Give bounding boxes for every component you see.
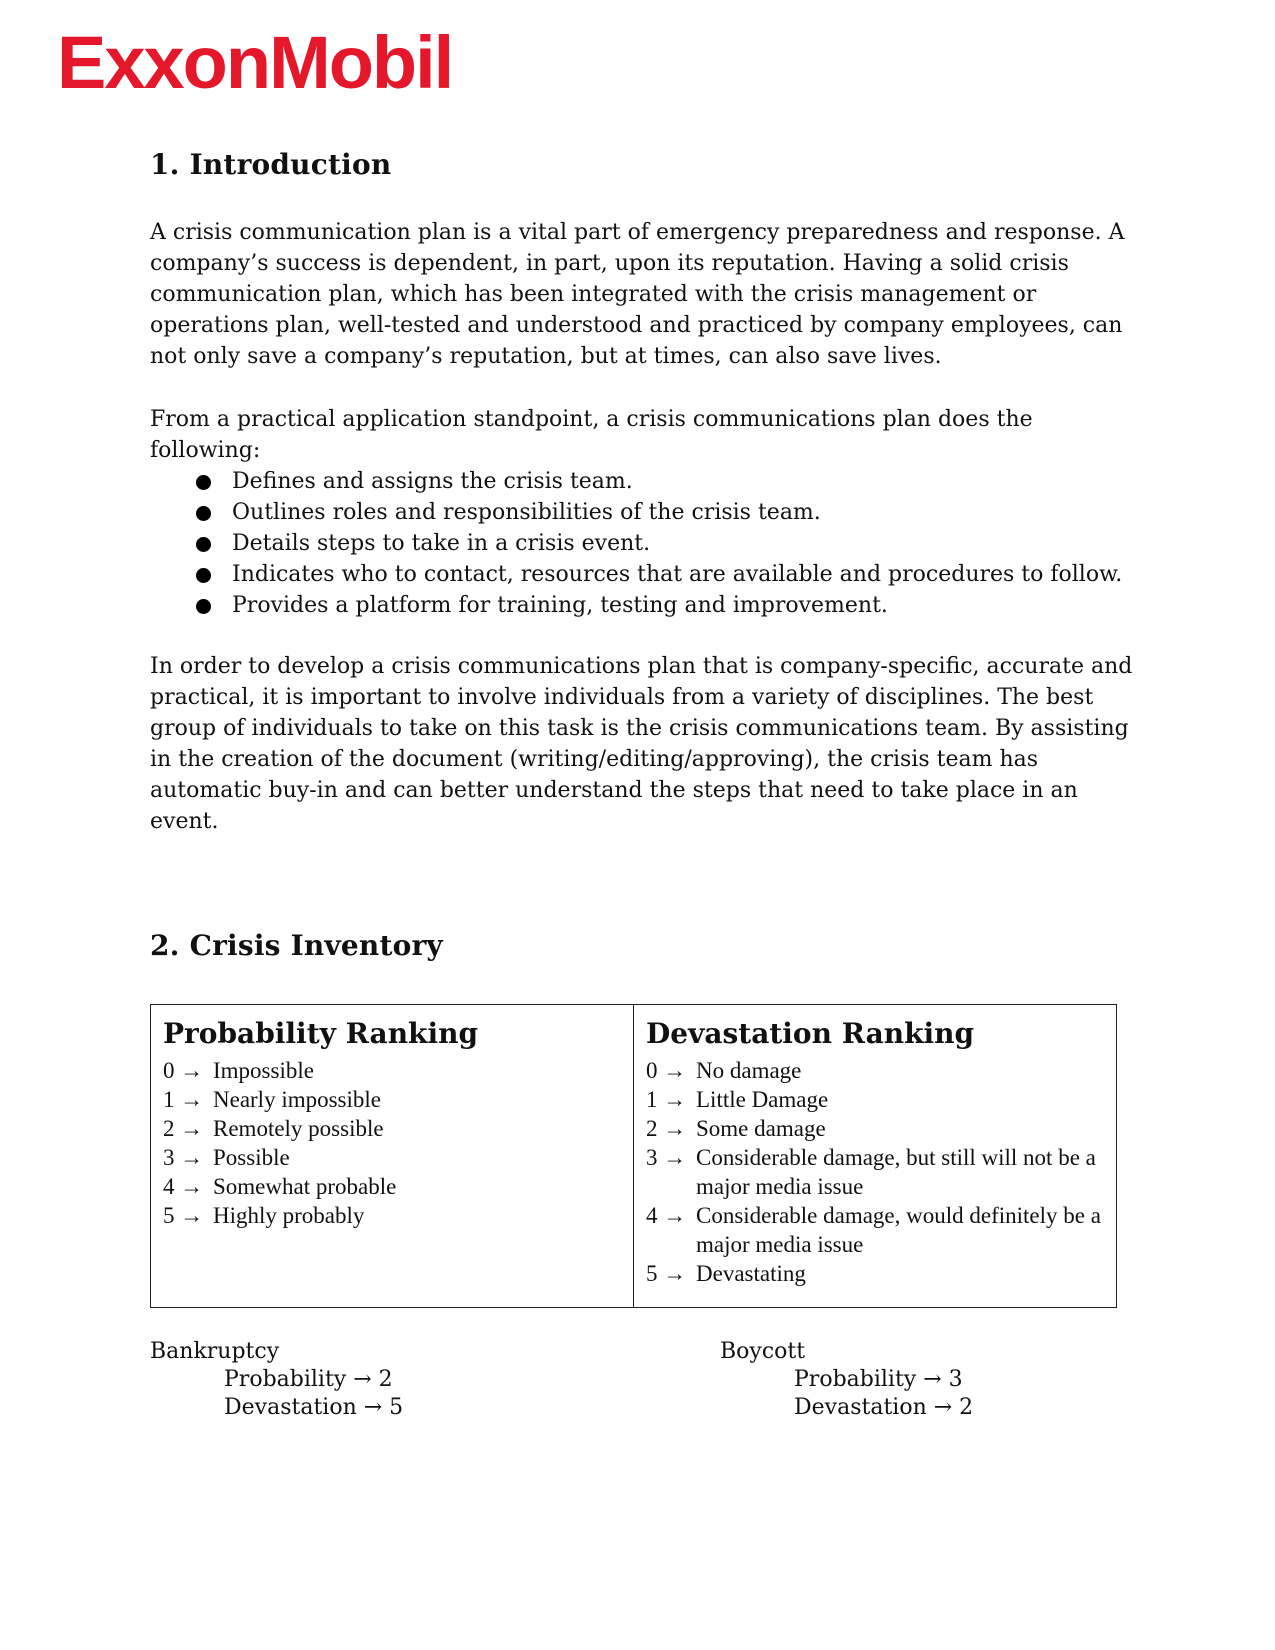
list-item [150, 528, 1140, 559]
rank-level: 3 → [163, 1145, 204, 1170]
list-item-text: Details steps to take in a crisis event. [232, 531, 651, 556]
rank-level: 5 → [646, 1261, 687, 1286]
devastation-list [646, 1056, 1104, 1288]
list-item [150, 497, 1140, 528]
list-item [646, 1143, 1104, 1201]
rank-level: 2 → [646, 1116, 687, 1141]
example-name: Boycott [720, 1339, 806, 1364]
example-bankruptcy [150, 1338, 403, 1422]
list-item [163, 1201, 621, 1230]
bullet-icon [196, 599, 211, 614]
rank-level: 0 → [646, 1058, 687, 1083]
ranking-table [150, 1004, 1117, 1308]
list-item [150, 590, 1140, 621]
rank-label: Highly probably [213, 1203, 365, 1228]
devastation-heading: Devastation Ranking [646, 1017, 975, 1050]
rank-label: Some damage [696, 1116, 826, 1141]
list-item [646, 1085, 1104, 1114]
rank-label: Possible [213, 1145, 290, 1170]
rank-label: Nearly impossible [213, 1087, 381, 1112]
rank-label: Somewhat probable [213, 1174, 397, 1199]
example-probability: Probability → 3 [794, 1367, 963, 1392]
rank-label: Devastating [696, 1261, 806, 1286]
rank-level: 4 → [163, 1174, 204, 1199]
example-boycott [720, 1338, 973, 1422]
rank-level: 1 → [163, 1087, 204, 1112]
list-item [646, 1114, 1104, 1143]
rank-label: Considerable damage, but still will not be a major media issue [696, 1145, 1096, 1199]
example-devastation: Devastation → 5 [224, 1395, 404, 1420]
list-item-text: Provides a platform for training, testing and improvement. [232, 593, 888, 618]
list-item [150, 559, 1140, 590]
inventory-heading: 2. Crisis Inventory [150, 929, 443, 962]
rank-level: 2 → [163, 1116, 204, 1141]
bullet-icon [196, 475, 211, 490]
list-item [646, 1056, 1104, 1085]
rank-level: 0 → [163, 1058, 204, 1083]
list-item [163, 1172, 621, 1201]
list-item [163, 1114, 621, 1143]
list-item [646, 1259, 1104, 1288]
rank-label: Considerable damage, would definitely be a major media issue [696, 1203, 1101, 1257]
rank-level: 5 → [163, 1203, 204, 1228]
list-item-text: Defines and assigns the crisis team. [232, 469, 633, 494]
probability-cell [151, 1005, 634, 1308]
rank-label: Impossible [213, 1058, 314, 1083]
list-item [150, 466, 1140, 497]
example-devastation: Devastation → 2 [794, 1395, 974, 1420]
crisis-examples [150, 1338, 1140, 1428]
list-item [163, 1143, 621, 1172]
rank-label: Remotely possible [213, 1116, 384, 1141]
probability-heading: Probability Ranking [163, 1017, 479, 1050]
bullet-icon [196, 568, 211, 583]
probability-list [163, 1056, 621, 1230]
table-row [151, 1005, 1117, 1308]
list-item-text: Outlines roles and responsibilities of the crisis team. [232, 500, 821, 525]
exxonmobil-logo [57, 28, 457, 116]
intro-heading: 1. Introduction [150, 148, 392, 181]
rank-level: 3 → [646, 1145, 687, 1170]
bullet-icon [196, 537, 211, 552]
intro-paragraph-3: In order to develop a crisis communications plan that is company-specific, accurate and practical, it is important to involve individuals from a variety of disciplines. The best group of individuals to take on this task is the crisis communications team. By assisting in the creation of the document (writing/editing/approving), the crisis team has automatic buy-in and can better understand the steps that need to take place in an event. [150, 654, 1133, 834]
bullet-icon [196, 506, 211, 521]
example-probability: Probability → 2 [224, 1367, 393, 1392]
list-item-text: Indicates who to contact, resources that are available and procedures to follow. [232, 562, 1123, 587]
rank-label: Little Damage [696, 1087, 829, 1112]
rank-label: No damage [696, 1058, 802, 1083]
example-name: Bankruptcy [150, 1339, 280, 1364]
list-item [163, 1085, 621, 1114]
svg-text:ExxonMobil: ExxonMobil [57, 28, 453, 104]
intro-paragraph-2: From a practical application standpoint, a crisis communications plan does the following: [150, 407, 1033, 463]
list-item [163, 1056, 621, 1085]
intro-paragraph-1: A crisis communication plan is a vital part of emergency preparedness and response. A company’s success is dependent, in part, upon its reputation. Having a solid crisis communication plan, which has been integrated with the crisis management or operations plan, well-tested and understood and practiced by company employees, can not only save a company’s reputation, but at times, can also save lives. [150, 220, 1125, 369]
rank-level: 4 → [646, 1203, 687, 1228]
plan-functions-list [150, 466, 1140, 621]
list-item [646, 1201, 1104, 1259]
document-body [150, 148, 1140, 1428]
devastation-cell [634, 1005, 1117, 1308]
rank-level: 1 → [646, 1087, 687, 1112]
